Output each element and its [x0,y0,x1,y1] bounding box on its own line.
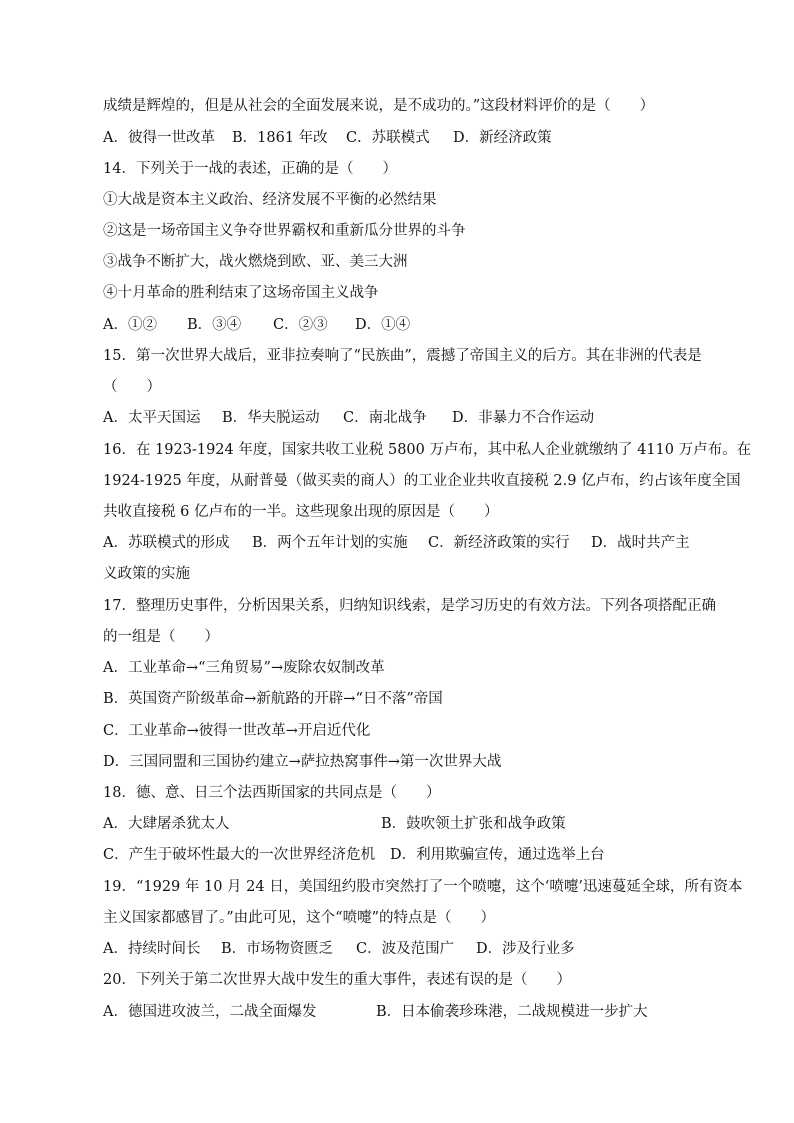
option-b: B．英国资产阶级革命→新航路的开辟→“日不落”帝国 [103,691,443,707]
option-d: D．三国同盟和三国协约建立→萨拉热窝事件→第一次世界大战 [103,754,502,770]
question-14-stem: 14．下列关于一战的表述，正确的是（ ） [103,161,397,177]
options-q15 [103,408,594,428]
question-16-stem-1: 16．在 1923-1924 年度，国家共收工业税 5800 万卢布，其中私人企业就缴纳了 4110 万卢布。在 [103,442,752,458]
question-15-bracket: （ ） [103,379,161,395]
option-b: B．日本偷袭珍珠港，二战规模进一步扩大 [376,1004,648,1020]
options-q14 [103,315,410,335]
option-d: D．新经济政策 [453,130,552,146]
options-q16 [103,533,690,553]
option-a: A．工业革命→“三角贸易”→废除农奴制改革 [103,660,385,676]
option-c: C．产生于破坏性最大的一次世界经济危机 [103,847,376,863]
option-b: B．鼓吹领土扩张和战争政策 [381,816,566,832]
option-d: D．战时共产主 [591,535,690,551]
option-b: B．市场物资匮乏 [221,941,334,957]
question-20-stem: 20．下列关于第二次世界大战中发生的重大事件，表述有误的是（ ） [103,972,571,988]
question-19-stem-1: 19．“1929 年 10 月 24 日，美国纽约股市突然打了一个喷嚏，这个‘喷嚏’迅速蔓延全球，所有资本 [103,879,743,895]
option-a: A．太平天国运 [103,410,201,426]
option-b: B．两个五年计划的实施 [252,535,408,551]
statement-4: ④十月革命的胜利结束了这场帝国主义战争 [103,285,379,301]
option-d-continuation: 义政策的实施 [103,566,190,582]
option-d: D．利用欺骗宣传，通过选举上台 [390,847,605,863]
option-a: A．大肆屠杀犹太人 [103,816,230,832]
text-line: 成绩是辉煌的，但是从社会的全面发展来说，是不成功的。”这段材料评价的是（ ） [103,98,655,114]
option-a: A．彼得一世改革 [103,130,215,146]
option-b: B．③④ [187,317,242,333]
option-c: C．工业革命→彼得一世改革→开启近代化 [103,723,371,739]
question-17-stem-2: 的一组是（ ） [103,629,219,645]
options-q19 [103,939,575,959]
option-a: A．德国进攻波兰，二战全面爆发 [103,1004,317,1020]
question-17-stem-1: 17．整理历史事件，分析因果关系，归纳知识线索，是学习历史的有效方法。下列各项搭配正确 [103,598,716,614]
option-d: D．涉及行业多 [476,941,575,957]
option-c: C．②③ [273,317,328,333]
option-d: D．非暴力不合作运动 [452,410,595,426]
question-16-stem-2: 1924-1925 年度，从耐普曼（做买卖的商人）的工业企业共收直接税 2.9 亿卢布，约占该年度全国 [103,473,741,489]
option-c: C．新经济政策的实行 [428,535,570,551]
options-q18-row2 [103,845,605,865]
option-b: B．1861 年改 [232,130,328,146]
statement-3: ③战争不断扩大，战火燃烧到欧、亚、美三大洲 [103,254,408,270]
question-18-stem: 18．德、意、日三个法西斯国家的共同点是（ ） [103,785,441,801]
options-q18-row1 [103,814,566,834]
option-a: A．持续时间长 [103,941,201,957]
question-15-stem: 15．第一次世界大战后，亚非拉奏响了“民族曲”，震撼了帝国主义的后方。其在非洲的代表是 [103,348,702,364]
question-19-stem-2: 主义国家都感冒了。”由此可见，这个“喷嚏”的特点是（ ） [103,910,495,926]
option-d: D．①④ [355,317,411,333]
option-b: B．华夫脱运动 [222,410,320,426]
options-q13 [103,128,552,148]
option-c: C．苏联模式 [346,130,430,146]
statement-1: ①大战是资本主义政治、经济发展不平衡的必然结果 [103,192,437,208]
options-q20 [103,1002,648,1022]
question-16-stem-3: 共收直接税 6 亿卢布的一半。这些现象出现的原因是（ ） [103,504,499,520]
option-c: C．南北战争 [343,410,427,426]
option-a: A．①② [103,317,157,333]
statement-2: ②这是一场帝国主义争夺世界霸权和重新瓜分世界的斗争 [103,223,466,239]
option-a: A．苏联模式的形成 [103,535,230,551]
option-c: C．波及范围广 [356,941,455,957]
